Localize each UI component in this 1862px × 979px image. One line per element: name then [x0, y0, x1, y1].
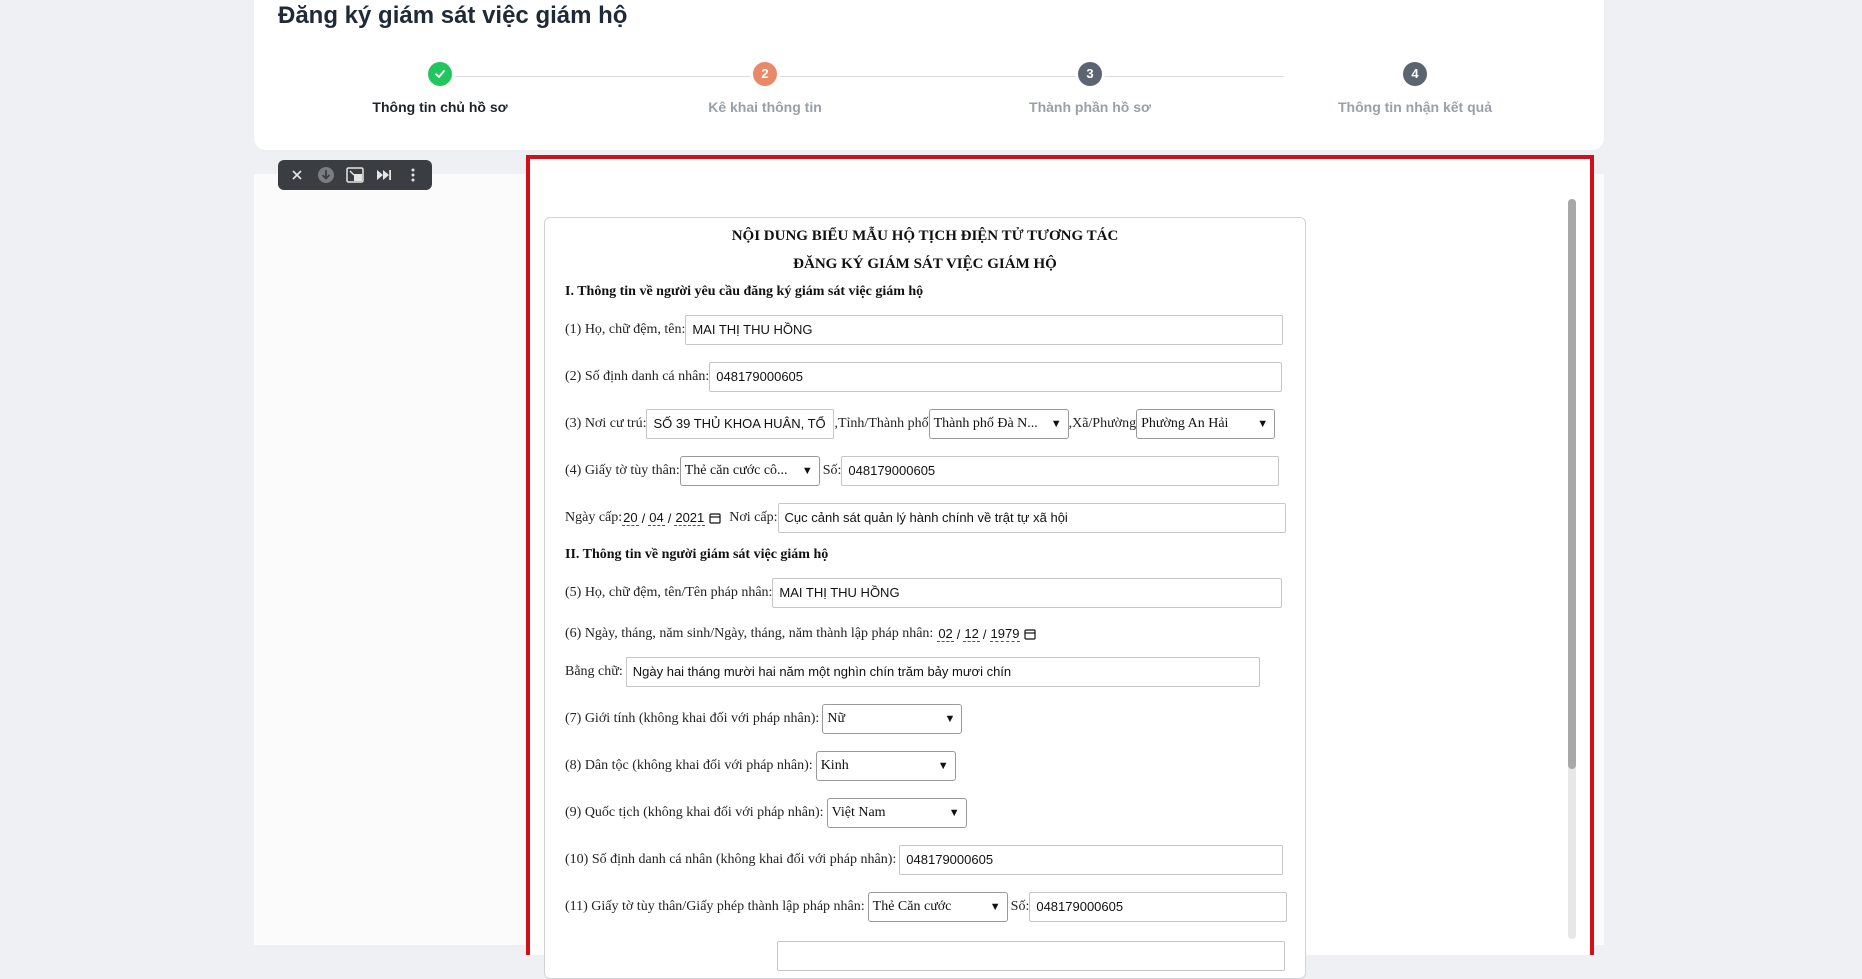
chevron-down-icon: ▼	[801, 465, 813, 477]
birth-date-words-label: Bằng chữ:	[565, 664, 623, 679]
step-2[interactable]	[635, 62, 895, 115]
ward-label: ,Xã/Phường	[1068, 416, 1137, 431]
ethnicity-select[interactable]	[816, 751, 956, 781]
chevron-down-icon: ▼	[1257, 418, 1269, 430]
full-name-input[interactable]: MAI THỊ THU HỒNG	[685, 315, 1283, 345]
form-title-1: NỘI DUNG BIỂU MẪU HỘ TỊCH ĐIỆN TỬ TƯƠNG TÁC	[731, 228, 1119, 244]
field-8-label: (8) Dân tộc (không khai đối với pháp nhân):	[565, 758, 813, 773]
field-11-label: (11) Giấy tờ tùy thân/Giấy phép thành lập pháp nhân:	[565, 899, 865, 914]
step-2-number: 2	[753, 62, 777, 86]
more-vertical-icon[interactable]	[400, 162, 426, 188]
ward-select-value: Phường An Hải	[1141, 416, 1229, 431]
field-1-label: (1) Họ, chữ đệm, tên:	[565, 322, 686, 337]
id-document-type-select[interactable]	[680, 456, 820, 486]
field-3-row	[565, 408, 1275, 440]
field-5-label: (5) Họ, chữ đệm, tên/Tên pháp nhân:	[565, 585, 773, 600]
video-toolbar	[278, 160, 432, 190]
close-icon[interactable]	[284, 162, 310, 188]
issue-place-label: Nơi cấp:	[729, 510, 778, 525]
ward-select[interactable]	[1136, 409, 1275, 439]
field-3-label: (3) Nơi cư trú:	[565, 416, 647, 431]
id-document-number-label: Số:	[822, 463, 842, 478]
id-number-input[interactable]: 048179000605	[709, 362, 1282, 392]
issue-date-label: Ngày cấp:	[565, 510, 623, 525]
calendar-icon[interactable]	[1024, 628, 1036, 640]
birth-date-words-input[interactable]: Ngày hai tháng mười hai năm một nghìn chín trăm bảy mươi chín	[626, 657, 1260, 687]
picture-in-picture-icon[interactable]	[342, 162, 368, 188]
birth-date-input[interactable]: 02 / 12 / 1979	[937, 626, 1036, 642]
next-field-input[interactable]	[777, 941, 1285, 971]
supervisor-id-number-input[interactable]: 048179000605	[899, 845, 1283, 875]
stepper	[254, 62, 1604, 132]
chevron-down-icon: ▼	[948, 807, 960, 819]
field-6-row	[565, 618, 1036, 650]
field-10-label: (10) Số định danh cá nhân (không khai đối với pháp nhân):	[565, 852, 897, 867]
birth-date-month: 12	[964, 626, 979, 641]
id-document-type-value: Thẻ căn cước cô...	[684, 463, 788, 478]
step-4-label: Thông tin nhận kết quả	[1338, 99, 1492, 115]
issue-date-year: 2021	[675, 510, 705, 525]
field-9-label: (9) Quốc tịch (không khai đối với pháp nhân):	[565, 805, 824, 820]
step-3[interactable]	[960, 62, 1220, 115]
field-2-label: (2) Số định danh cá nhân:	[565, 369, 710, 384]
form-card	[544, 217, 1306, 979]
form-viewer-frame	[526, 155, 1594, 955]
step-3-number: 3	[1078, 62, 1102, 86]
scrollbar-thumb[interactable]	[1568, 199, 1576, 769]
step-1-label: Thông tin chủ hồ sơ	[372, 99, 508, 115]
chevron-down-icon: ▼	[989, 901, 1001, 913]
field-7-label: (7) Giới tính (không khai đối với pháp nhân):	[565, 711, 820, 726]
calendar-icon[interactable]	[709, 512, 721, 524]
section-1-heading: I. Thông tin về người yêu cầu đăng ký giám sát việc giám hộ	[565, 284, 924, 299]
section-2-heading: II. Thông tin về người giám sát việc giám hộ	[565, 547, 829, 562]
id-document-number-input[interactable]: 048179000605	[841, 456, 1279, 486]
gender-select-value: Nữ	[827, 711, 846, 726]
header-card	[254, 0, 1604, 150]
field-6-label: (6) Ngày, tháng, năm sinh/Ngày, tháng, năm thành lập pháp nhân:	[565, 626, 934, 641]
supervisor-document-type-value: Thẻ Căn cước	[872, 899, 952, 914]
nationality-select-value: Việt Nam	[831, 805, 886, 820]
field-5-row	[565, 577, 1282, 609]
issue-date-input[interactable]: 20 / 04 / 2021	[622, 510, 721, 526]
skip-forward-icon[interactable]	[371, 162, 397, 188]
chevron-down-icon: ▼	[944, 713, 956, 725]
step-3-label: Thành phần hồ sơ	[1029, 99, 1151, 115]
check-icon	[428, 62, 452, 86]
step-4[interactable]	[1285, 62, 1545, 115]
issue-place-input[interactable]: Cục cảnh sát quản lý hành chính về trật tự xã hội	[778, 503, 1286, 533]
issue-date-month: 04	[649, 510, 664, 525]
supervisor-document-number-input[interactable]: 048179000605	[1029, 892, 1287, 922]
gender-select[interactable]	[822, 704, 962, 734]
issue-row	[565, 502, 1286, 534]
field-9-row	[565, 797, 967, 829]
field-8-row	[565, 750, 956, 782]
ethnicity-select-value: Kinh	[820, 758, 849, 773]
field-11-row	[565, 891, 1287, 923]
nationality-select[interactable]	[827, 798, 967, 828]
supervisor-document-type-select[interactable]	[868, 892, 1008, 922]
field-7-row	[565, 703, 962, 735]
field-2-row	[565, 361, 1282, 393]
form-title-2: ĐĂNG KÝ GIÁM SÁT VIỆC GIÁM HỘ	[793, 256, 1057, 272]
province-select[interactable]	[929, 409, 1069, 439]
field-10-row	[565, 844, 1283, 876]
chevron-down-icon: ▼	[937, 760, 949, 772]
province-label: ,Tỉnh/Thành phố	[834, 416, 929, 431]
field-4-row	[565, 455, 1279, 487]
download-icon[interactable]	[313, 162, 339, 188]
issue-date-day: 20	[623, 510, 638, 525]
supervisor-document-number-label: Số:	[1010, 899, 1030, 914]
step-4-number: 4	[1403, 62, 1427, 86]
province-select-value: Thành phố Đà N...	[933, 416, 1038, 431]
step-2-label: Kê khai thông tin	[708, 99, 822, 115]
field-1-row	[565, 314, 1283, 346]
supervisor-name-input[interactable]: MAI THỊ THU HỒNG	[772, 578, 1282, 608]
step-1[interactable]	[310, 62, 570, 115]
page-title: Đăng ký giám sát việc giám hộ	[278, 2, 628, 29]
birth-date-words-row	[565, 656, 1260, 688]
birth-date-year: 1979	[990, 626, 1020, 641]
residence-address-input[interactable]: SỐ 39 THỦ KHOA HUÂN, TỔ	[646, 409, 834, 439]
field-4-label: (4) Giấy tờ tùy thân:	[565, 463, 680, 478]
chevron-down-icon: ▼	[1050, 418, 1062, 430]
birth-date-day: 02	[938, 626, 953, 641]
scrollbar[interactable]	[1568, 199, 1576, 939]
